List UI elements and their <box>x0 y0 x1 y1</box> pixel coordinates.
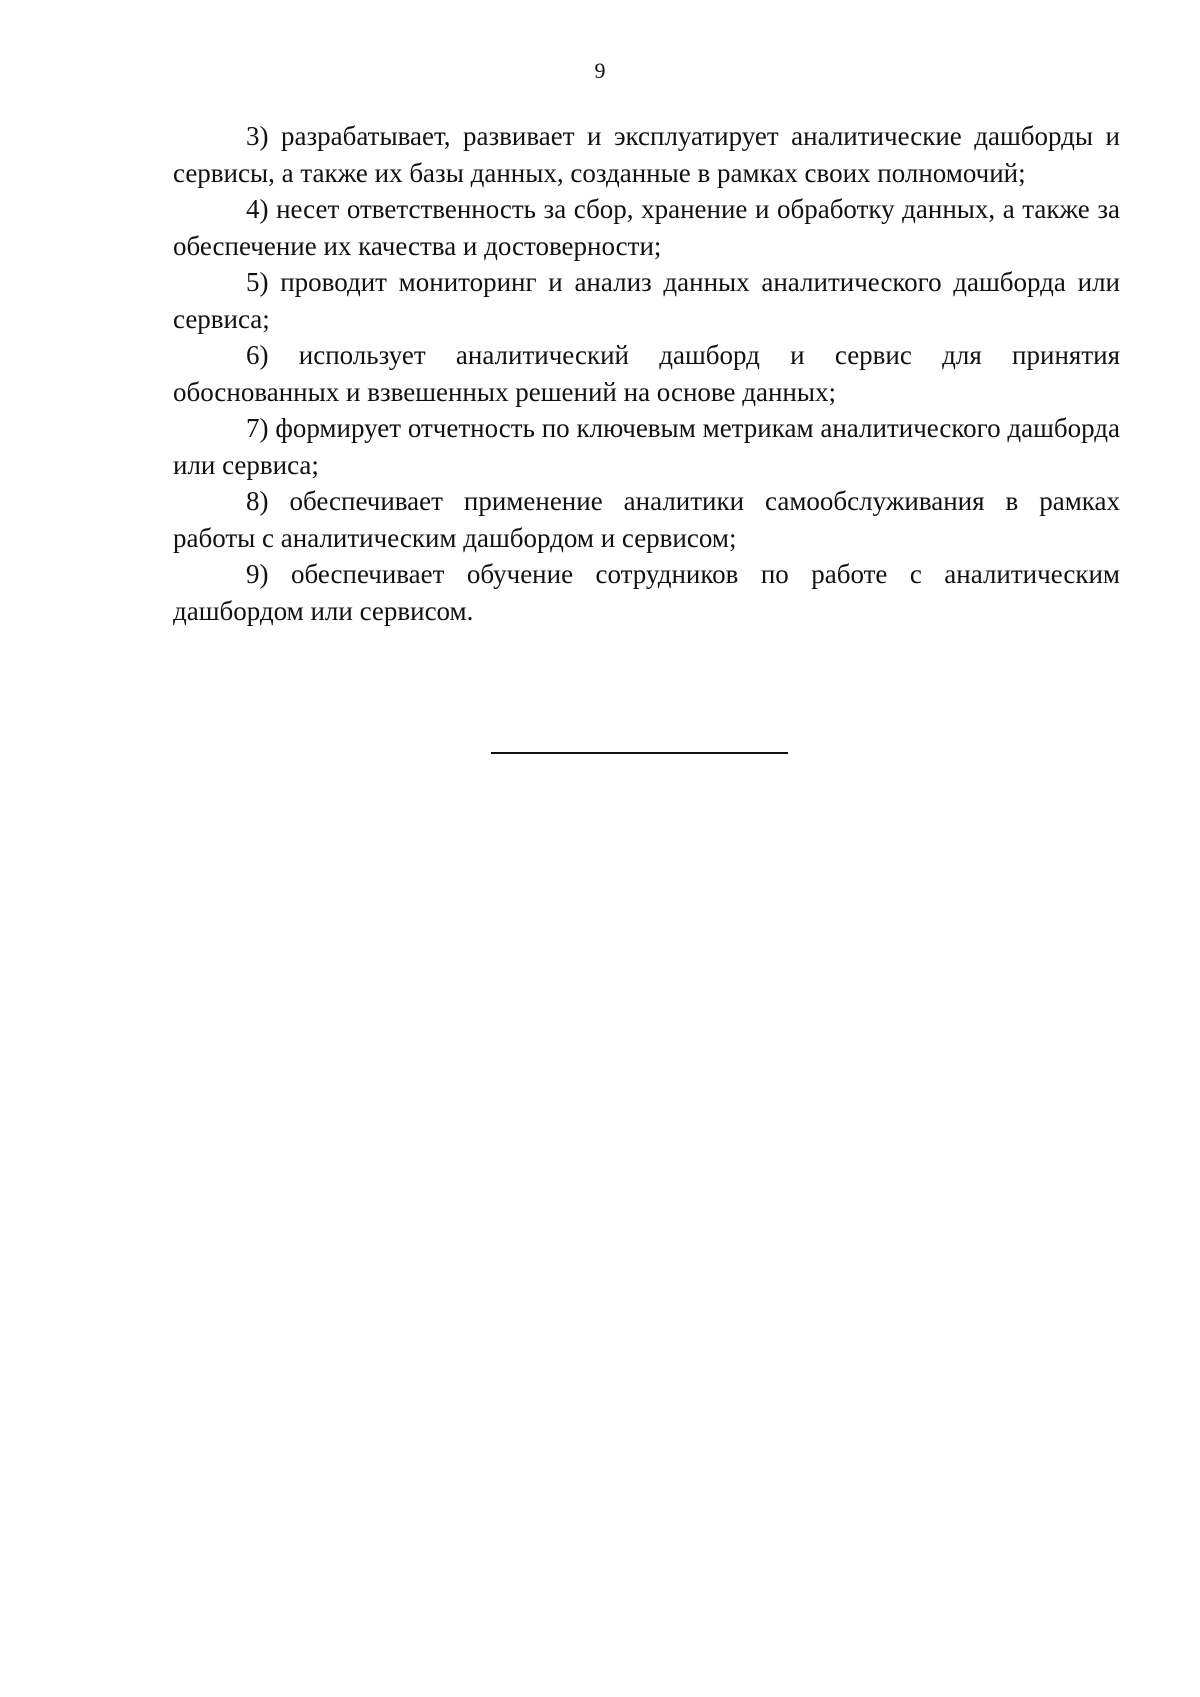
list-item <box>173 410 1120 483</box>
list-item-text: обеспечивает применение аналитики самообслуживания в рамках работы с аналитическим дашбордом и сервисом; <box>173 486 1120 553</box>
list-item <box>173 264 1120 337</box>
list-item-number: 6) <box>246 340 269 370</box>
list-item <box>173 483 1120 556</box>
list-item-number: 8) <box>246 486 269 516</box>
page-number: 9 <box>594 58 606 83</box>
list-item-text: обеспечивает обучение сотрудников по работе с аналитическим дашбордом или сервисом. <box>173 559 1120 626</box>
list-item-text: несет ответственность за сбор, хранение и обработку данных, а также за обеспечение их качества и достоверности; <box>173 194 1120 261</box>
list-item-number: 4) <box>246 194 269 224</box>
list-item-text: формирует отчетность по ключевым метрикам аналитического дашборда или сервиса; <box>173 413 1121 480</box>
list-item <box>173 556 1120 629</box>
list-item-text: проводит мониторинг и анализ данных аналитического дашборда или сервиса; <box>173 267 1120 334</box>
list-item-text: разрабатывает, развивает и эксплуатирует аналитические дашборды и сервисы, а также их базы данных, созданные в рамках своих полномочий; <box>173 121 1121 188</box>
end-of-document-rule <box>491 752 788 754</box>
list-item-number: 3) <box>246 121 269 151</box>
list-item <box>173 118 1120 191</box>
list-item <box>173 191 1120 264</box>
document-body <box>173 118 1120 629</box>
list-item <box>173 337 1120 410</box>
list-item-number: 5) <box>246 267 269 297</box>
list-item-number: 7) <box>246 413 269 443</box>
list-item-number: 9) <box>246 559 269 589</box>
list-item-text: использует аналитический дашборд и сервис для принятия обоснованных и взвешенных решений на основе данных; <box>173 340 1120 407</box>
